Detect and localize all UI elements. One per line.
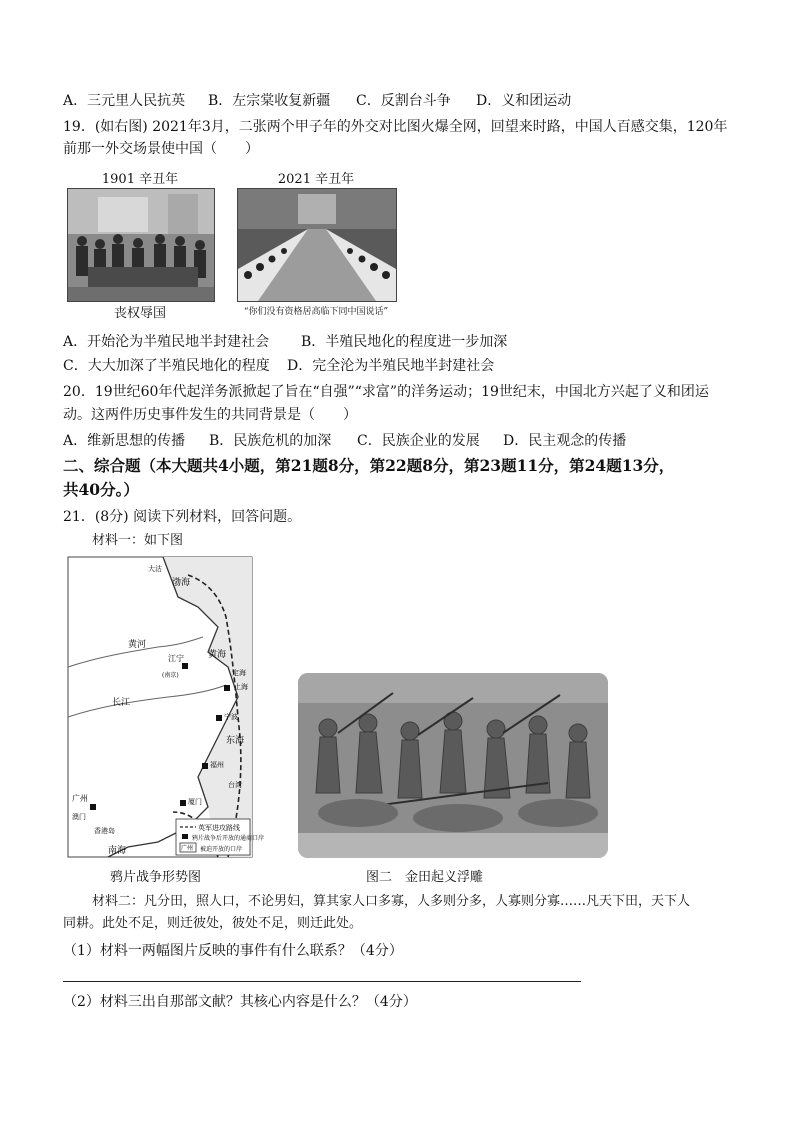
city-jiangning-marker	[182, 663, 188, 669]
photo-2021-caption: “你们没有资格居高临下同中国说话”	[243, 307, 389, 317]
jintian-uprising-relief	[298, 673, 608, 858]
photo-1901-caption: 丧权辱国	[113, 306, 166, 321]
q18-option-d: D．义和团运动	[476, 93, 572, 109]
q21-material2-line1: 材料二：凡分田，照人口，不论男妇，算其家人口多寡，人多则分多，人寡则分寡……凡天下田，天下人	[92, 894, 691, 909]
q19-option-d: D．完全沦为半殖民地半封建社会	[287, 358, 495, 374]
legend-british-route: 英军进攻路线	[198, 824, 240, 832]
q21-sub1: （1）材料一两幅图片反映的事件有什么联系？（4分）	[63, 943, 403, 959]
port-xiamen-marker	[180, 800, 186, 806]
label-taiwan: 台湾	[228, 781, 242, 789]
q19-photo-2021	[236, 168, 396, 320]
port-ningbo-marker	[216, 715, 222, 721]
q20-stem-line1: 20．19世纪60年代起洋务派掀起了旨在“自强”“求富”的洋务运动；19世纪末，中国北方兴起了义和团运	[63, 384, 709, 400]
q20-stem-line2: 动。这两件历史事件发生的共同背景是（ ）	[63, 407, 357, 423]
legend-guangzhou: 广州	[181, 845, 194, 852]
q19-options-row1	[63, 332, 507, 352]
port-guangzhou-marker	[90, 804, 96, 810]
photo-2021-image	[237, 188, 397, 302]
label-changjiang: 长江	[112, 698, 131, 708]
q19-option-a: A．开始沦为半殖民地半封建社会	[63, 334, 270, 350]
map-caption: 鸦片战争形势图	[110, 870, 202, 885]
label-dagu: 大沽	[148, 565, 162, 573]
legend-treaty-ports: 鸦片战争后开放的通商口岸	[192, 835, 265, 842]
port-fuzhou-marker	[202, 763, 208, 769]
q21-material2-line2: 同耕。此处不足，则迁彼处，彼处不足，则迁此处。	[63, 916, 363, 931]
q18-option-b: B．左宗棠收复新疆	[208, 93, 331, 109]
q18-options	[63, 91, 571, 111]
port-shanghai-marker	[224, 685, 230, 691]
label-donghai: 东海	[226, 736, 245, 746]
photo-1901-image	[67, 188, 215, 302]
label-huanghai: 黄海	[208, 650, 227, 660]
section2-heading-line1: 二、综合题（本大题共4小题，第21题8分，第22题8分，第23题11分，第24题13分，	[63, 456, 675, 475]
q21-sub1-answer-line[interactable]	[63, 981, 581, 982]
opium-war-map	[68, 557, 265, 857]
q19-option-b: B．半殖民地化的程度进一步加深	[301, 334, 508, 350]
label-nanhai: 南海	[108, 846, 127, 856]
label-xiamen: 厦门	[188, 798, 202, 806]
label-guangzhou: 广州	[72, 794, 88, 803]
label-nanjing: (南京)	[162, 672, 179, 679]
q19-photo-1901	[66, 168, 214, 320]
section2-heading-line2: 共40分。）	[63, 480, 139, 499]
label-fuzhou: 福州	[210, 761, 224, 769]
q19-option-c: C．大大加深了半殖民地化的程度	[63, 358, 270, 374]
q21-stem: 21．(8分) 阅读下列材料，回答问题。	[63, 509, 302, 525]
label-hongkong: 香港岛	[94, 827, 115, 835]
q19-stem-line2: 前那一外交场景使中国（ ）	[63, 141, 259, 157]
q18-option-a: A．三元里人民抗英	[63, 93, 186, 109]
label-dinghai: 定海	[232, 669, 246, 677]
q19-stem-line1: 19．(如右图) 2021年3月，二张两个甲子年的外交对比图火爆全网，回望来时路，中国人百感交集，120年	[63, 119, 728, 135]
label-macau: 澳门	[72, 813, 86, 821]
label-ningbo: 宁波	[224, 713, 238, 721]
label-jiangning: 江宁	[168, 654, 184, 663]
q21-sub2: （2）材料三出自那部文献？其核心内容是什么？（4分）	[63, 994, 417, 1010]
label-shanghai: 上海	[234, 683, 248, 691]
relief-caption: 图二 金田起义浮雕	[366, 870, 484, 885]
photo-2021-title: 2021 辛丑年	[277, 172, 355, 187]
q20-option-c: C．民族企业的发展	[357, 433, 480, 449]
q20-options	[63, 431, 626, 451]
q20-option-d: D．民主观念的传播	[503, 433, 627, 449]
photo-1901-title: 1901 辛丑年	[101, 172, 179, 187]
q20-option-a: A．维新思想的传播	[63, 433, 186, 449]
q21-material1-label: 材料一：如下图	[92, 533, 184, 548]
label-bohai: 渤海	[172, 578, 191, 588]
label-huanghe: 黄河	[128, 640, 147, 650]
legend-forced-ports: 被迫开放的口岸	[200, 846, 243, 853]
q20-option-b: B．民族危机的加深	[209, 433, 332, 449]
q18-option-c: C．反割台斗争	[356, 93, 451, 109]
q19-options-row2	[63, 356, 494, 376]
